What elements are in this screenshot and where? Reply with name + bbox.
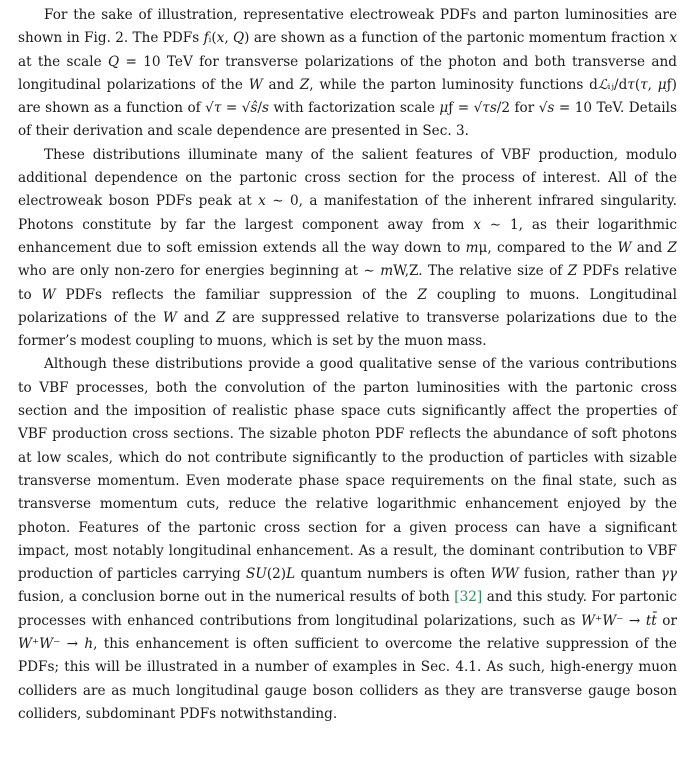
- text-run: and: [176, 309, 216, 326]
- text-run: ƒ = √: [448, 100, 483, 117]
- text-run: or: [656, 612, 677, 629]
- math-symbol: τ: [627, 76, 635, 93]
- text-run: ∼ 1, as their logarithmic enhancement due to soft emission extends all the way down to: [18, 216, 677, 256]
- math-symbol: ℒ: [597, 76, 608, 93]
- math-symbol: x: [258, 193, 266, 210]
- math-symbol: τs: [482, 100, 497, 117]
- text-run: PDFs relative to: [18, 263, 677, 303]
- math-symbol: W: [602, 612, 617, 629]
- math-symbol: WW: [490, 566, 519, 583]
- citation-link[interactable]: [32]: [454, 589, 483, 606]
- text-run: PDFs reflects the familiar suppression of the: [55, 286, 418, 303]
- math-symbol: Z: [215, 309, 226, 326]
- text-run: who are only non-zero for energies beginning at ∼: [18, 263, 381, 280]
- math-symbol: W: [39, 636, 54, 653]
- text-run: = 10 TeV. Details of their derivation and scale dependence are presented in Sec. 3.: [18, 100, 677, 140]
- math-symbol: W: [617, 239, 632, 256]
- text-run: = 10 TeV for transverse polarizations of the photon and both transverse and longitudinal polarizations of the: [18, 53, 677, 93]
- text-run: /2 for √: [496, 100, 548, 117]
- math-symbol: L: [286, 566, 296, 583]
- text-run: ⁻ →: [616, 612, 646, 629]
- text-run: ƒ) are shown as a function of √: [18, 76, 677, 117]
- math-symbol: μ: [439, 100, 449, 117]
- math-symbol: SU: [246, 566, 267, 583]
- text-run: with factorization scale: [268, 100, 440, 117]
- text-run: ⁺: [595, 612, 603, 629]
- text-run: ᵢⱼ/d: [607, 76, 628, 93]
- text-run: /: [257, 100, 262, 117]
- math-symbol: τ: [213, 100, 222, 117]
- text-run: and: [262, 76, 300, 93]
- text-run: Although these distributions provide a good qualitative sense of the various contributions to VBF processes, both the convolution of the parton luminosities with the partonic cross section and the imposition of realistic phase space cuts significantly affect the properties of VBF production cross sections. The sizable photon PDF reflects the abundance of soft photons at low scales, which do not contribute significantly to the production of particles with sizable transverse momentum. Even moderate phase space requirements on the final state, such as transverse momentum cuts, reduce the relative logarithmic enhancement enjoyed by the photon. Features of the partonic cross section for a given process can have a significant impact, most notably longitudinal enhancement. As a result, the dominant contribution to VBF production of particles carrying: [18, 356, 677, 583]
- text-run: fusion, rather than: [518, 566, 661, 583]
- paragraph-pdf-illustration: [18, 4, 677, 144]
- text-run: fusion, a conclusion borne out in the numerical results of both: [18, 589, 455, 606]
- text-run: ∼ 0, a manifestation of the inherent infrared singularity. Photons constitute by far the largest component away from: [18, 193, 678, 233]
- math-symbol: x: [216, 30, 225, 47]
- text-run: and this study. For partonic processes with enhanced contributions from longitudinal polarizations, such as: [18, 589, 677, 629]
- text-run: (: [634, 76, 641, 93]
- text-run: = √: [221, 100, 251, 117]
- math-symbol: s: [547, 100, 555, 117]
- math-symbol: Z: [567, 263, 578, 280]
- text-run: For the sake of illustration, representative electroweak PDFs and parton luminosities are shown in Fig. 2. The PDFs: [18, 7, 677, 47]
- math-symbol: x: [473, 216, 481, 233]
- math-symbol: Z: [417, 286, 427, 303]
- text-run: and: [631, 239, 668, 256]
- text-run: μ, compared to the: [478, 239, 618, 256]
- text-run: ,: [224, 30, 234, 47]
- math-symbol: Z: [299, 76, 310, 93]
- text-run: , while the parton luminosity functions d: [309, 76, 598, 93]
- math-symbol: τ: [640, 76, 648, 93]
- math-symbol: tt̄: [645, 612, 657, 629]
- text-run: ⁺: [31, 636, 40, 653]
- math-symbol: Q: [107, 53, 120, 70]
- math-symbol: W: [581, 612, 595, 629]
- math-symbol: ŝ: [250, 100, 258, 117]
- text-run: W,Z. The relative size of: [393, 263, 568, 280]
- text-run: at the scale: [18, 53, 108, 70]
- text-run: ) are shown as a function of the partonic momentum fraction: [244, 30, 670, 47]
- math-symbol: W: [248, 76, 263, 93]
- text-run: (2): [266, 566, 287, 583]
- math-symbol: f: [203, 30, 209, 47]
- text-run: are suppressed relative to transverse polarizations due to the former’s modest coupling to muons, which is set by the muon mass.: [18, 309, 677, 350]
- math-symbol: Z: [667, 239, 677, 256]
- math-symbol: h: [84, 636, 94, 653]
- text-run: quantum numbers is often: [295, 566, 491, 583]
- math-symbol: W: [41, 286, 56, 303]
- math-symbol: m: [465, 239, 479, 256]
- text-run: coupling to muons. Longitudinal polarizations of the: [18, 286, 678, 326]
- math-symbol: x: [669, 30, 677, 47]
- text-run: , this enhancement is often sufficient to overcome the relative suppression of the PDFs; this will be illustrated in a number of examples in Sec. 4.1. As such, high-energy muon colliders are as much longitudinal gauge boson colliders as they are transverse gauge boson colliders, subdominant PDFs notwithstanding.: [18, 636, 677, 722]
- math-symbol: W: [162, 309, 177, 326]
- paragraph-distribution-features: [18, 144, 677, 354]
- text-run: ᵢ(: [208, 30, 217, 47]
- text-run: ⁻ →: [53, 636, 85, 653]
- math-symbol: Q: [233, 30, 245, 47]
- math-symbol: s: [261, 100, 269, 117]
- math-symbol: γγ: [660, 566, 677, 583]
- math-symbol: μ: [657, 76, 667, 93]
- text-run: ,: [647, 76, 658, 93]
- paragraph-vbf-cross-sections: [18, 353, 677, 726]
- math-symbol: m: [380, 263, 394, 280]
- text-run: These distributions illuminate many of the salient features of VBF production, modulo additional dependence on the partonic cross section for the process of interest. All of the electroweak boson PDFs peak at: [18, 146, 677, 210]
- math-symbol: W: [18, 636, 32, 653]
